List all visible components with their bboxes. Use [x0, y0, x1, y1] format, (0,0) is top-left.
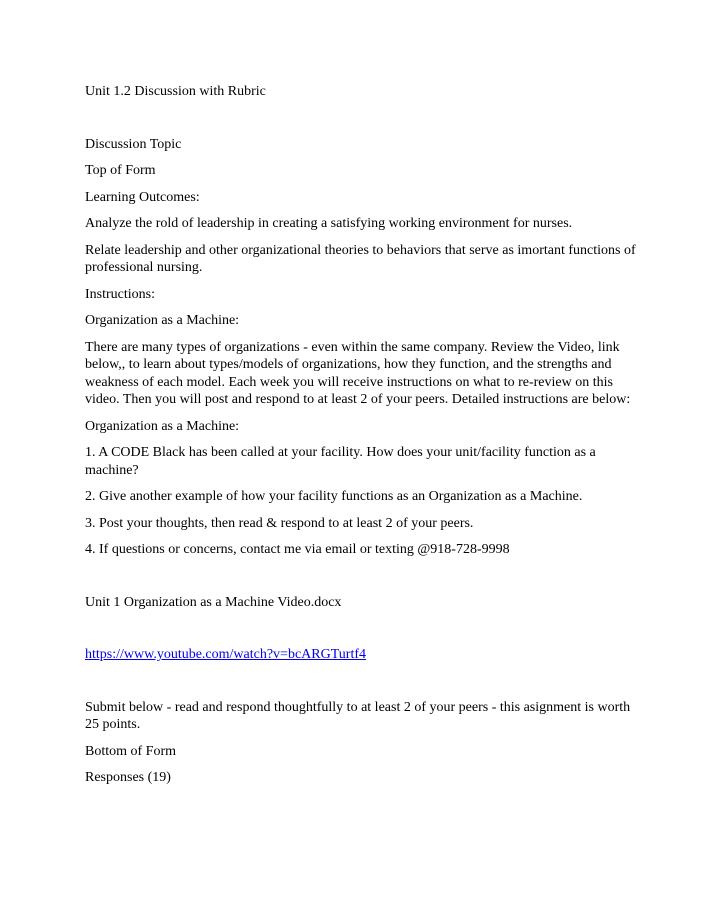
responses-count[interactable]: Responses (19): [85, 770, 171, 785]
learning-outcome-2: Relate leadership and other organizational theories to behaviors that serve as imortant functions of professional nursing.: [85, 242, 636, 275]
instruction-item-4: 4. If questions or concerns, contact me via email or texting @918-728-9998: [85, 542, 510, 557]
discussion-topic-label: Discussion Topic: [85, 136, 182, 152]
org-machine-heading: Organization as a Machine:: [85, 313, 240, 328]
video-link[interactable]: https://www.youtube.com/watch?v=bcARGTurtf4: [85, 647, 366, 662]
attachment-name[interactable]: Unit 1 Organization as a Machine Video.docx: [85, 594, 342, 610]
document-title: Unit 1.2 Discussion with Rubric: [85, 84, 266, 99]
org-machine-heading-2: Organization as a Machine:: [85, 418, 240, 434]
document-page: [85, 83, 637, 796]
intro-paragraph: There are many types of organizations - even within the same company. Review the Video, link below,, to learn about types/models of organizations, how they function, and the strengths and weakness of each model. Each week you will receive instructions on what to re-review on this video. Then you will post and respond to at least 2 of your peers. Detailed instructions are below:: [85, 339, 631, 407]
bottom-of-form-label: Bottom of Form: [85, 743, 177, 759]
submit-note: Submit below - read and respond thoughtfully to at least 2 of your peers - this asignment is worth 25 points.: [85, 699, 631, 732]
instructions-heading: Instructions:: [85, 286, 155, 302]
instruction-item-3: 3. Post your thoughts, then read & respond to at least 2 of your peers.: [85, 515, 474, 531]
top-of-form-label: Top of Form: [85, 163, 156, 178]
instruction-item-1: 1. A CODE Black has been called at your facility. How does your unit/facility function as a machine?: [85, 445, 596, 478]
instruction-item-2: 2. Give another example of how your facility functions as an Organization as a Machine.: [85, 489, 583, 504]
learning-outcome-1: Analyze the rold of leadership in creating a satisfying working environment for nurses.: [85, 216, 573, 231]
learning-outcomes-heading: Learning Outcomes:: [85, 189, 200, 205]
